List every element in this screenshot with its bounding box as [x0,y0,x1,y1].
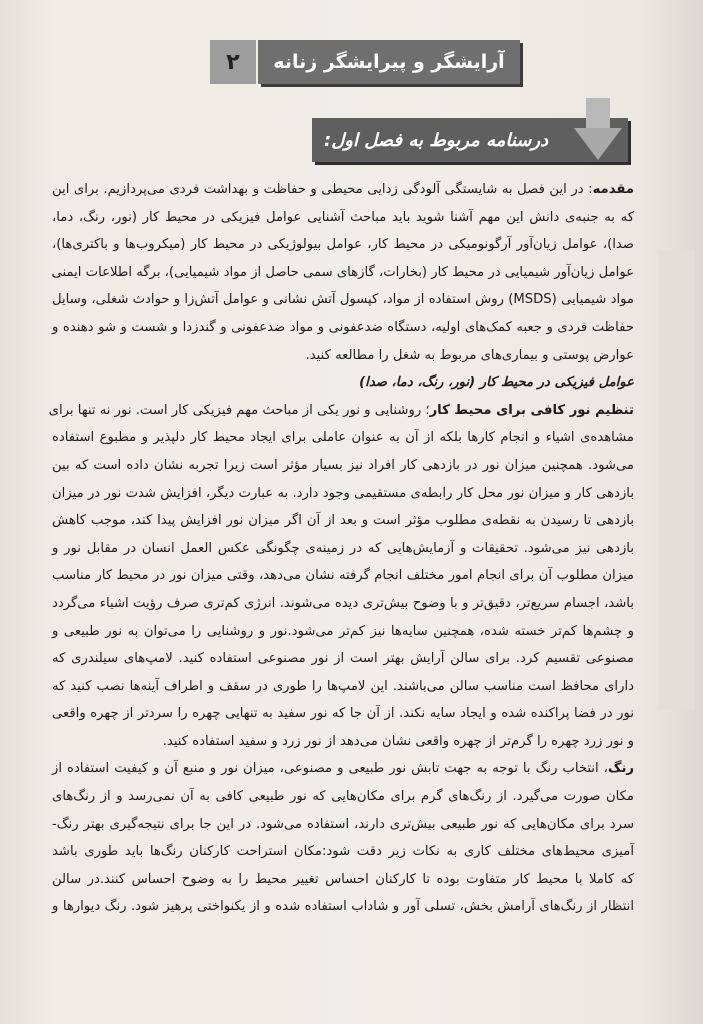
intro-line: که به جنبه‌ی دانش این مهم آشنا شوید باید مباحث آشنایی عوامل فیزیکی در محیط کار (نور، رنگ، دما، [52,209,634,225]
intro-line: حفاظت فردی و جعبه کمک‌های اولیه، دستگاه ضدعفونی و مواد ضدعفونی و گندزدا و شست و شو دهنده و [52,319,634,335]
physical-factors-heading: عوامل فیزیکی در محیط کار (نور، رنگ، دما، صدا) [359,375,634,391]
light-line: مشاهده‌ی اشیاء و انجام کارها بلکه از آن به عنوان عاملی برای ایجاد محیط کار دلپذیر و مطبوع استفاده [52,430,634,446]
color-paragraph [52,755,634,921]
physical-factors-heading-row [52,369,634,397]
intro-line: : در این فصل به شایستگی آلودگی زدایی محیطی و حفاظت و بهداشت فردی می‌پردازیم. برای این [52,182,593,197]
intro-line: عوامل زیان‌آور شیمیایی در محیط کار (بخارات، گازهای سمی حاصل از مواد شیمیایی)، برگه اطلاعات ایمنی [51,264,634,280]
light-line: بازدهی تا رسیدن به نقطه‌ی مطلوب مؤثر است و بعد از آن اگر میزان نور افزایش پیدا کند، موجب کاهش [52,513,634,529]
body-text [48,176,634,921]
light-line: و نور زرد چهره را گرم‌تر از چهره واقعی نشان می‌دهد از نور زرد و سفید استفاده کنید. [162,733,634,749]
light-line: ؛ روشنایی و نور یکی از مباحث مهم فیزیکی کار است. نور نه تنها برای [48,402,430,418]
light-line: باشد، اجسام سریع‌تر، دقیق‌تر و با وضوح بیش‌تری دیده می‌شوند. انرژی کم‌تری صرف رؤیت اشیاء می‌گردد [52,595,634,611]
margin-shade [659,250,695,710]
light-line: نور در فضا پراکنده شده و ایجاد سایه نکند. از آن جا که نور سفید به تنهایی چهره را سردتر از چهره واقعی [52,706,634,722]
light-line: بازدهی نیز می‌شود. تحقیقات و آزمایش‌هایی که در زمینه‌ی چگونگی عکس العمل انسان در مقابل نور و [52,540,634,556]
chapter-number-box [210,40,256,84]
chapter-header [258,40,520,84]
light-paragraph [48,397,634,756]
chapter-number: ۲ [226,49,240,75]
intro-line: عوارض پوستی و بیماری‌های مربوط به شغل را مطالعه کنید. [305,347,634,363]
color-line: آمیزی محیط‌های مختلف کاری به نکات زیر دقت شود:مکان استراحت کارکنان رنگ‌ها باید طوری باشد [52,844,634,860]
color-line: سرد برای مکان‌هایی که نور طبیعی بیش‌تری دارند، استفاده می‌شود. در این جا برای نتیجه‌گیری بهتر رنگ- [52,816,634,832]
section-title: درسنامه مربوط به فصل اول: [324,129,549,151]
light-line: می‌شود. همچنین میزان نور در بازدهی کار افراد نیز بسیار مؤثر است زیرا تجربه نشان داده است که بین [52,457,634,473]
color-line: انتظار از رنگ‌های آرامش بخش، تسلی آور و شاداب استفاده شده و از یکنواختی پرهیز شود. رنگ دیوارها و [52,899,634,915]
down-arrow-icon [574,98,622,160]
color-line: ، انتخاب رنگ با توجه به جهت تابش نور طبیعی و مصنوعی، میزان نور و منبع آن و کیفیت استفاده از [52,761,608,777]
light-line: و چشم‌ها کم‌تر خسته شده، همچنین سایه‌ها نیز کم‌تر می‌شود.نور و روشنایی را می‌توان به نور طبیعی و [52,623,634,639]
chapter-title: آرایشگر و پیرایشگر زنانه [273,51,505,73]
color-line: که کاملا با محیط کار متفاوت بوده تا کارکنان احساس تغییر محیط را به وضوح احساس کنند.در سالن [52,871,634,887]
light-line: دارای محافظ است مناسب سالن می‌باشند. این لامپ‌ها را طوری در سقف و اطراف آینه‌ها نصب کنید که [52,678,634,694]
light-line: بازدهی کار و میزان نور محل کار رابطه‌ی مستقیمی وجود دارد. به عبارت دیگر، افزایش شدت نور در میزان [52,485,634,501]
color-line: مکان صورت می‌گیرد. از رنگ‌های گرم برای مکان‌هایی که نور طبیعی کافی به آن نمی‌رسد و از رنگ‌های [52,789,634,805]
intro-line: مواد شیمیایی (MSDS) روش استفاده از مواد، کپسول آتش نشانی و عوامل آتش‌زا و حوادث شغلی، وسایل [52,292,634,308]
light-line: مصنوعی تقسیم کرد. برای سالن آرایش بهتر است از نور مصنوعی استفاده کنید. لامپ‌های سیلندری که [52,651,634,667]
light-line: میزان مطلوب آن برای انجام امور مختلف انجام گرفته نشان می‌دهد، وقتی میزان نور در محیط کار مناسب [52,568,634,584]
intro-label: مقدمه [592,182,634,197]
light-label: تنظیم نور کافی برای محیط کار [429,402,634,418]
color-label: رنگ [607,761,634,777]
intro-paragraph [52,176,634,369]
intro-line: صدا)، عوامل زیان‌آور آرگونومیکی در محیط کار، عوامل بیولوژیکی در محیط کار (میکروب‌ها و باکتری‌ها)، [52,237,634,253]
